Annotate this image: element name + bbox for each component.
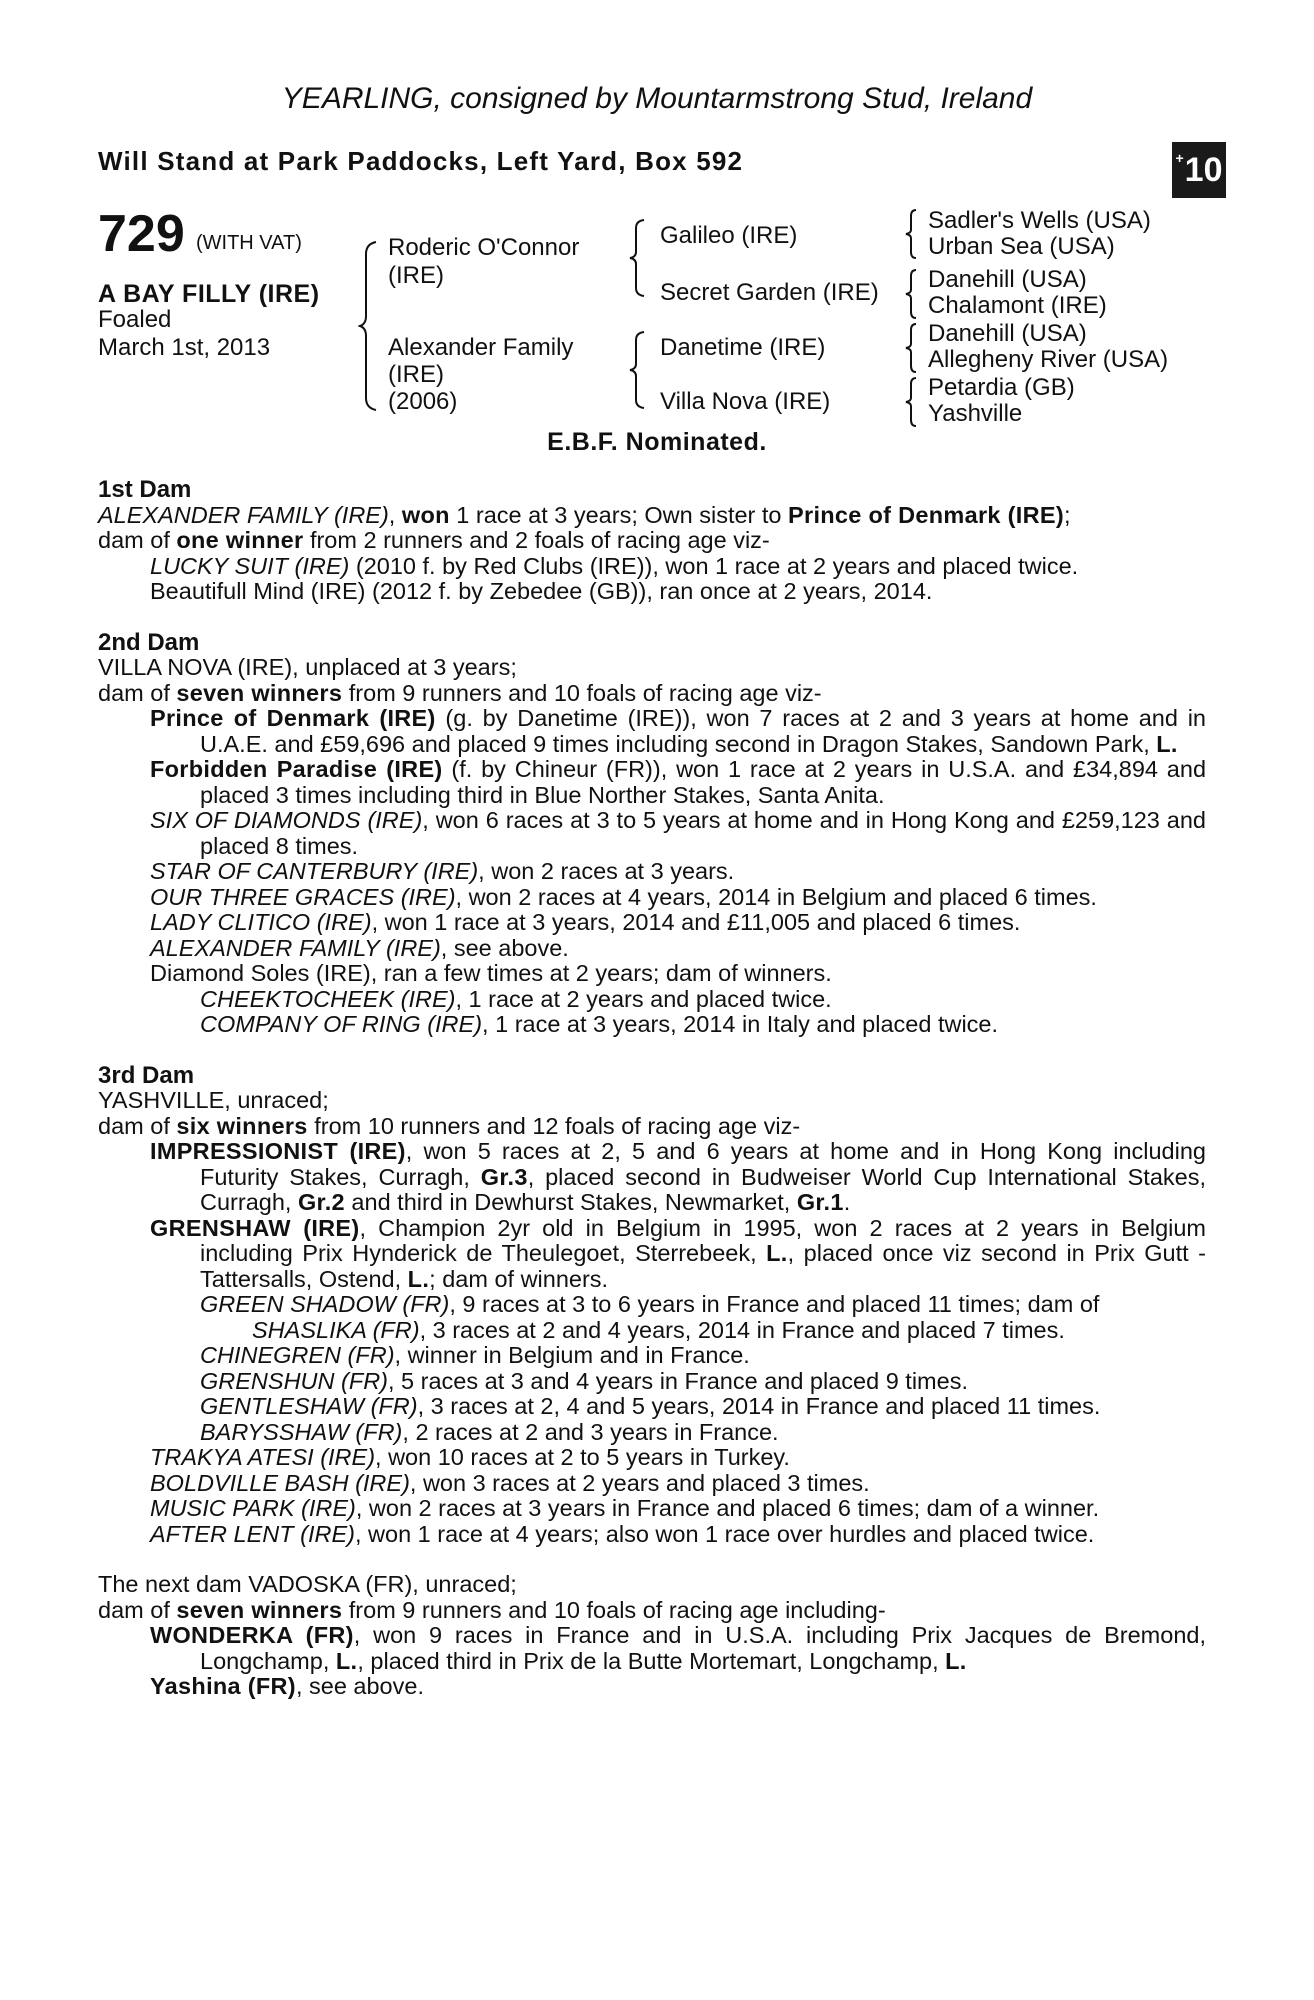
dam2-foal-6: LADY CLITICO (IRE), won 1 race at 3 years, 2014 and £11,005 and placed 6 times. [150, 909, 1021, 935]
horse-name: A BAY FILLY (IRE) [98, 280, 320, 308]
dam3-foal-6: AFTER LENT (IRE), won 1 race at 4 years; also won 1 race over hurdles and placed twice. [150, 1520, 1095, 1547]
dam3-heading: 3rd Dam [98, 1061, 195, 1089]
dam3-grandfoal-3: GRENSHUN (FR), 5 races at 3 and 4 years in France and placed 9 times. [200, 1367, 968, 1394]
dam3-record: YASHVILLE, unraced; [98, 1087, 329, 1113]
dam-year: (2006) [388, 388, 458, 415]
dam3-foal-2: GRENSHAW (IRE), Champion 2yr old in Belgium in 1995, won 2 races at 2 years in Belgium including Prix Hynderick de Theulegoet, Sterrebeek, L., placed once viz second in Prix Gutt - Tattersalls, Ostend, L.; dam of winners. [150, 1214, 1207, 1292]
dam2-record: VILLA NOVA (IRE), unplaced at 3 years; [98, 654, 517, 680]
sire-name: Roderic O'Connor [388, 234, 580, 261]
dam2-foal-7: ALEXANDER FAMILY (IRE), see above. [150, 934, 569, 961]
dam3-grandfoal-5: BARYSSHAW (FR), 2 races at 2 and 3 years in France. [200, 1418, 779, 1445]
dam1-produce-summary: dam of one winner from 2 runners and 2 foals of racing age viz- [98, 527, 770, 553]
dam2-foal-5: OUR THREE GRACES (IRE), won 2 races at 4 years, 2014 in Belgium and placed 6 times. [150, 883, 1097, 910]
dam1-foal-2: Beautifull Mind (IRE) (2012 f. by Zebedee (GB)), ran once at 2 years, 2014. [150, 578, 933, 604]
pedigree-brace-g3 [904, 322, 918, 374]
dam2-produce-summary: dam of seven winners from 9 runners and 10 foals of racing age viz- [98, 679, 822, 706]
dam2-heading: 2nd Dam [98, 628, 200, 656]
granddam-maternal: Villa Nova (IRE) [660, 388, 831, 415]
pedigree-brace-main [358, 240, 378, 412]
lot-number: 729 [98, 205, 185, 263]
pedigree-brace-dam [628, 330, 646, 410]
dam3-foal-1: IMPRESSIONIST (IRE), won 5 races at 2, 5 and 6 years at home and in Hong Kong including Futurity Stakes, Curragh, Gr.3, placed second in Budweiser World Cup International Stakes, Curragh, Gr.2 and third in Dewhurst Stakes, Newmarket, Gr.1. [150, 1138, 1206, 1215]
next-dam-foal-1: WONDERKA (FR), won 9 races in France and in U.S.A. including Prix Jacques de Bremond, Longchamp, L., placed third in Prix de la Butte Mortemart, Longchamp, L. [150, 1622, 1206, 1674]
lot-vat: (WITH VAT) [196, 232, 302, 254]
dam3-foal-5: MUSIC PARK (IRE), won 2 races at 3 years in France and placed 6 times; dam of a winner. [150, 1495, 1100, 1521]
dam2-foal-1: Prince of Denmark (IRE) (g. by Danetime (IRE)), won 7 races at 2 and 3 years at home and in U.A.E. and £59,696 and placed 9 times including second in Dragon Stakes, Sandown Park, L. [150, 705, 1206, 757]
grandsire-maternal: Danetime (IRE) [660, 334, 826, 361]
dam2-foal-8: Diamond Soles (IRE), ran a few times at 2 years; dam of winners. [150, 960, 832, 986]
stand-location: Will Stand at Park Paddocks, Left Yard, Box 592 [98, 146, 744, 176]
next-dam-record: The next dam VADOSKA (FR), unraced; [98, 1571, 517, 1597]
ggs-2: Urban Sea (USA) [928, 233, 1115, 260]
pedigree-brace-g2 [904, 268, 918, 320]
next-dam-foal-2: Yashina (FR), see above. [150, 1673, 424, 1699]
pedigree-brace-g1 [904, 208, 918, 260]
ggs-3: Danehill (USA) [928, 266, 1087, 293]
dam2-foal-3: SIX OF DIAMONDS (IRE), won 6 races at 3 to 5 years at home and in Hong Kong and £259,123 and placed 8 times. [150, 807, 1206, 859]
dam3-greatgrandfoal-1: SHASLIKA (FR), 3 races at 2 and 4 years, 2014 in France and placed 7 times. [252, 1316, 1065, 1343]
page-title: YEARLING, consigned by Mountarmstrong Stud, Ireland [281, 82, 1033, 115]
dam3-foal-4: BOLDVILLE BASH (IRE), won 3 races at 2 years and placed 3 times. [150, 1469, 870, 1496]
foaled-date: March 1st, 2013 [98, 334, 271, 361]
ggs-6: Allegheny River (USA) [928, 346, 1169, 373]
pedigree-brace-sire [628, 218, 646, 298]
badge-number: 10 [1184, 150, 1223, 189]
lot-badge [1172, 142, 1226, 198]
badge-plus: + [1175, 150, 1184, 166]
dam-name: Alexander Family [388, 334, 574, 361]
dam2-foal-2: Forbidden Paradise (IRE) (f. by Chineur (FR)), won 1 race at 2 years in U.S.A. and £34,894 and placed 3 times including third in Blue Norther Stakes, Santa Anita. [150, 756, 1207, 808]
granddam-paternal: Secret Garden (IRE) [660, 279, 879, 306]
ggs-8: Yashville [928, 400, 1023, 427]
dam3-produce-summary: dam of six winners from 10 runners and 12 foals of racing age viz- [98, 1112, 801, 1139]
grandsire-paternal: Galileo (IRE) [660, 222, 798, 249]
ggs-4: Chalamont (IRE) [928, 292, 1107, 319]
dam3-grandfoal-2: CHINEGREN (FR), winner in Belgium and in France. [200, 1342, 750, 1368]
dam3-grandfoal-4: GENTLESHAW (FR), 3 races at 2, 4 and 5 years, 2014 in France and placed 11 times. [200, 1393, 1101, 1419]
dam3-grandfoal-1: GREEN SHADOW (FR), 9 races at 3 to 6 years in France and placed 11 times; dam of [200, 1291, 1100, 1317]
ggs-7: Petardia (GB) [928, 374, 1075, 401]
sire-origin: (IRE) [388, 262, 444, 289]
ggs-1: Sadler's Wells (USA) [928, 207, 1151, 234]
dam1-record: ALEXANDER FAMILY (IRE), won 1 race at 3 years; Own sister to Prince of Denmark (IRE); [98, 501, 1071, 528]
ebf-nominated: E.B.F. Nominated. [547, 428, 767, 456]
dam-origin: (IRE) [388, 361, 444, 388]
catalogue-body [98, 477, 1206, 1700]
pedigree-brace-g4 [904, 376, 918, 428]
foaled-label: Foaled [98, 306, 172, 333]
next-dam-produce-summary: dam of seven winners from 9 runners and 10 foals of racing age including- [98, 1596, 886, 1623]
dam2-foal-4: STAR OF CANTERBURY (IRE), won 2 races at 3 years. [150, 858, 735, 884]
dam3-foal-3: TRAKYA ATESI (IRE), won 10 races at 2 to 5 years in Turkey. [150, 1444, 790, 1470]
dam2-grandfoal-1: CHEEKTOCHEEK (IRE), 1 race at 2 years and placed twice. [200, 985, 832, 1012]
dam2-grandfoal-2: COMPANY OF RING (IRE), 1 race at 3 years, 2014 in Italy and placed twice. [200, 1011, 999, 1037]
ggs-5: Danehill (USA) [928, 320, 1087, 347]
dam1-heading: 1st Dam [98, 476, 192, 503]
dam1-foal-1: LUCKY SUIT (IRE) (2010 f. by Red Clubs (IRE)), won 1 race at 2 years and placed twice. [150, 552, 1079, 579]
